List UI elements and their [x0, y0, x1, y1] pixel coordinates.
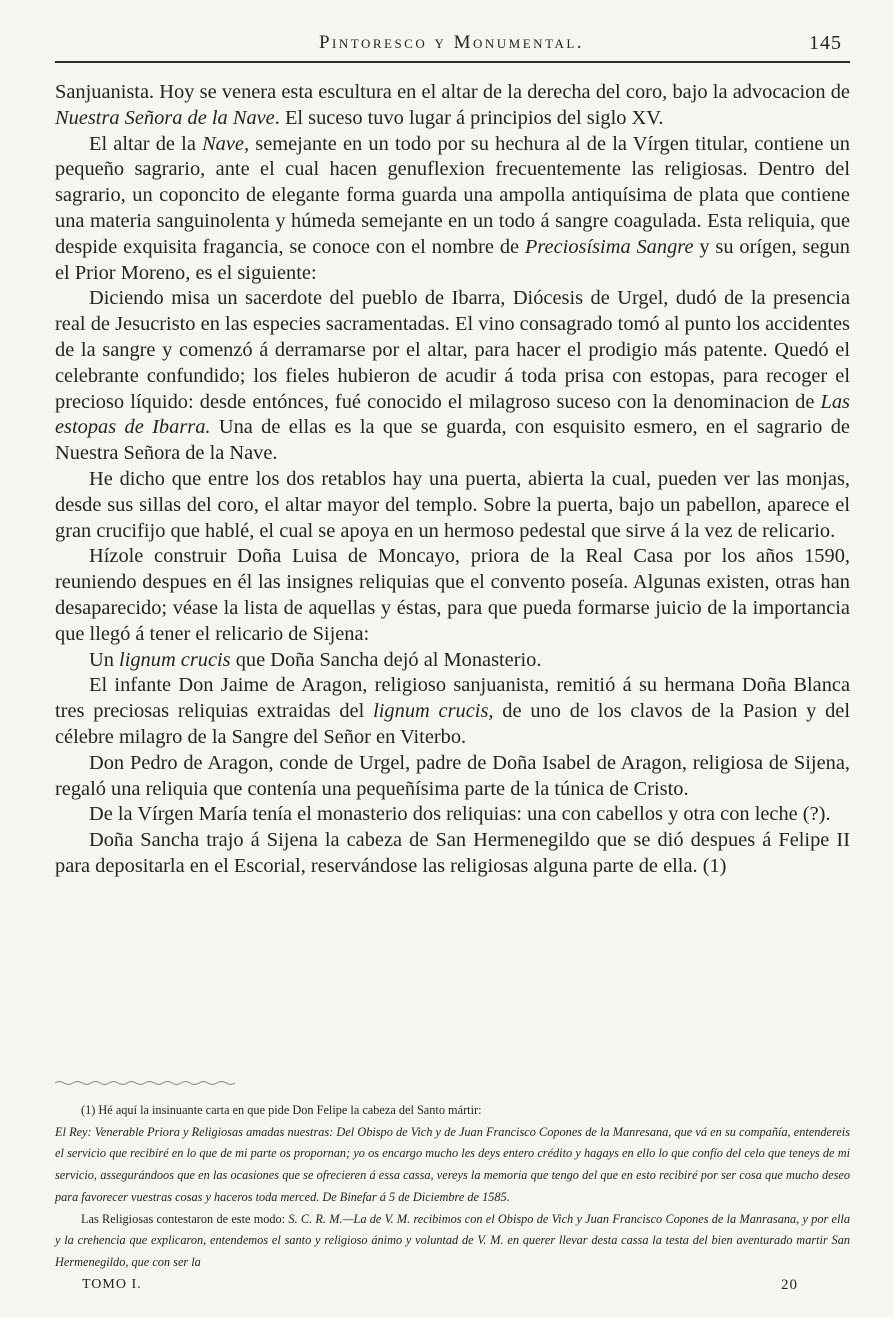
page-header [55, 30, 848, 58]
paragraph: He dicho que entre los dos retablos hay una puerta, abierta la cual, pueden ver las monjas, desde sus sillas del coro, el altar mayor del templo. Sobre la puerta, bajo un pabellon, aparece el gran crucifijo que hablé, el cual se apoya en un hermoso pedestal que sirve á la vez de relicario. [55, 467, 850, 542]
body-text [55, 80, 850, 880]
volume-label: TOMO I. [82, 1277, 142, 1292]
footnote-letter: El Rey: Venerable Priora y Religiosas amadas nuestras: Del Obispo de Vich y de Juan Francisco Copones de la Manresana, que vá en su compañía, entendereis el servicio que recibiré en lo que de mi parte os propornan; yo os encargo mucho les deys entero crédito y hagays en ello lo que confío del celo que teneys de mi servicio, assegurándoos que en las ocasiones que se ofrecieren á essa cassa, vereys la memoria que tengo del que en esto recibiré por ser cosa que mucho deseo para favorecer vuestras cosas y haceros toda merced. De Binefar á 5 de Diciembre de 1585. [55, 1124, 850, 1204]
italic-phrase: Nave, [202, 132, 250, 155]
italic-phrase: Preciosísima Sangre [524, 235, 694, 258]
italic-phrase: lignum crucis, [373, 700, 494, 723]
footnotes [55, 1100, 850, 1274]
page-footer [82, 1277, 798, 1299]
paragraph: De la Vírgen María tenía el monasterio dos reliquias: una con cabellos y otra con leche (?). [89, 803, 831, 826]
paragraph: El altar de la Nave, semejante en un todo por su hechura al de la Vírgen titular, contiene un pequeño sagrario, ante el cual hacen genuflexion frecuentemente las religiosas. Dentro del sagrario, un coponcito de elegante forma guarda una ampolla antiquísima de plata que contiene una materia sanguinolenta y húmeda semejante en un todo á sangre coagulada. Esta reliquia, que despide exquisita fragancia, se conoce con el nombre de Preciosísima Sangre y su orígen, segun el Prior Moreno, es el siguiente: [55, 132, 850, 284]
paragraph: Don Pedro de Aragon, conde de Urgel, padre de Doña Isabel de Aragon, religiosa de Sijena, regaló una reliquia que contenía una pequeñísima parte de la túnica de Cristo. [55, 751, 850, 800]
header-rule [55, 61, 850, 63]
paragraph: Hízole construir Doña Luisa de Moncayo, priora de la Real Casa por los años 1590, reuniendo despues en él las insignes reliquias que el convento poseía. Algunas existen, otras han desaparecido; véase la lista de aquellas y éstas, para que pueda formarse juicio de la importancia que llegó á tener el relicario de Sijena: [55, 545, 850, 645]
italic-phrase: Las estopas de Ibarra. [55, 390, 850, 439]
paragraph: Doña Sancha trajo á Sijena la cabeza de San Hermenegildo que se dió despues á Felipe II para depositarla en el Escorial, reservándose las religiosas alguna parte de ella. (1) [55, 829, 850, 877]
paragraph: Diciendo misa un sacerdote del pueblo de Ibarra, Diócesis de Urgel, dudó de la presencia real de Jesucristo en las especies sacramentadas. El vino consagrado tomó al punto los accidentes de la sangre y comenzó á derramarse por el altar, para hacer el prodigio más patente. Quedó el celebrante confundido; los fieles hubieron de acudir á toda prisa con estopas, para recoger el precioso líquido: desde entónces, fué conocido el milagroso suceso con la denominacion de Las estopas de Ibarra. Una de ellas es la que se guarda, con esquisito esmero, en el sagrario de Nuestra Señora de la Nave. [55, 287, 850, 465]
paragraph: El infante Don Jaime de Aragon, religioso sanjuanista, remitió á su hermana Doña Blanca tres preciosas reliquias extraidas del lignum crucis, de uno de los clavos de la Pasion y del célebre milagro de la Sangre del Señor en Viterbo. [55, 674, 851, 748]
footnote-divider [55, 1080, 235, 1086]
paragraph: Un lignum crucis que Doña Sancha dejó al Monasterio. [89, 648, 542, 671]
paragraph: Sanjuanista. Hoy se venera esta escultura en el altar de la derecha del coro, bajo la advocacion de Nuestra Señora de la Nave. El suceso tuvo lugar á principios del siglo XV. [55, 81, 850, 129]
italic-phrase: lignum crucis [119, 648, 231, 671]
footnote-intro: (1) Hé aquí la insinuante carta en que pide Don Felipe la cabeza del Santo mártir: [81, 1103, 482, 1117]
page-number: 145 [809, 32, 842, 54]
running-title: Pintoresco y Monumental. [318, 32, 585, 53]
italic-phrase: Nuestra Señora de la Nave [55, 106, 275, 129]
signature-number: 20 [781, 1277, 798, 1293]
footnote-reply: Las Religiosas contestaron de este modo: S. C. R. M.—La de V. M. recibimos con el Obispo de Vich y Juan Francisco Copones de la Manrasana, y por ella y la crehencia que explicaron, entendemos el santo y religioso ánimo y voluntad de V. M. en querer llevar desta cassa la testa del bien aventurado martir San Hermenegildo, que con ser la [55, 1211, 850, 1269]
